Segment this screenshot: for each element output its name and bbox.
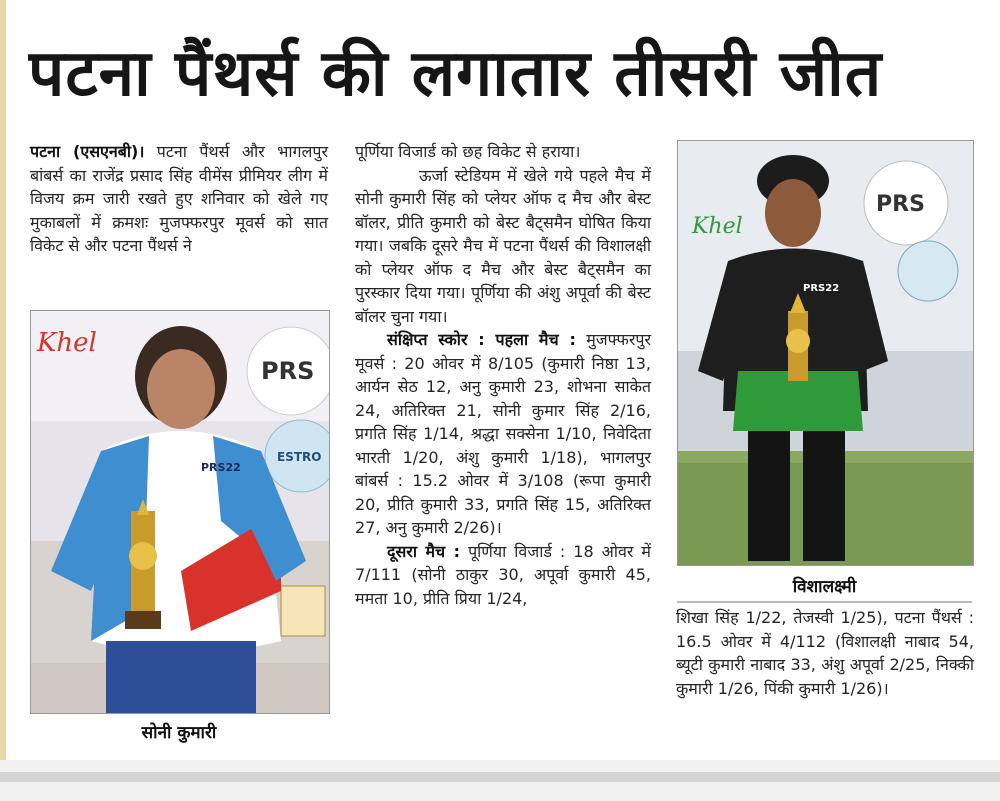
photo1-banner-khel: Khel — [37, 328, 97, 358]
bottom-stripe — [0, 772, 1000, 782]
photo2-banner-prs: PRS — [876, 192, 925, 217]
column2-para2: ऊर्जा स्टेडियम में खेले गये पहले मैच में सोनी कुमारी सिंह को प्लेयर ऑफ द मैच और बेस्ट बॉलर, प्रीति कुमारी को बेस्ट बैट्समैन घोषित किया गया। जबकि दूसरे मैच में पटना पैंथर्स की विशालक्षी को प्लेयर ऑफ द मैच और बेस्ट बैट्समैन का पुरस्कार दिया गया। पूर्णिया की अंशु अपूर्वा की बेस्ट बॉलर चुना गया। — [355, 165, 651, 326]
photo1-jersey-text: PRS22 — [201, 461, 241, 474]
photo2-caption: विशालक्ष्मी — [792, 577, 857, 597]
photo-vishalakshmi — [677, 140, 974, 566]
photo1-image — [31, 311, 329, 713]
match2-heading: दूसरा मैच : — [387, 541, 461, 561]
article-column-3 — [676, 606, 974, 700]
column2-para1: पूर्णिया विजार्ड को छह विकेट से हराया। — [355, 142, 581, 161]
photo2-image — [678, 141, 973, 565]
photo1-banner-prs: PRS — [261, 357, 315, 385]
article-column-1 — [30, 140, 328, 258]
photo-soni-kumari — [30, 310, 330, 714]
score-text: मुजफ्फरपुर मूवर्स : 20 ओवर में 8/105 (कुमारी निष्ठा 13, आर्यन सेठ 12, अनु कुमारी 23, शोभना साकेत 24, अतिरिक्त 21, सोनी कुमार सिंह 2/16, प्रगति सिंह 1/14, श्रद्धा सक्सेना 1/10, निवेदिता भारती 1/20, अंशु कुमारी 1/18), भागलपुर बांबर्स : 15.2 ओवर में 3/108 (रूपा कुमारी 20, प्रीति कुमारी 33, प्रगति सिंह 15, अतिरिक्त 27, अनु कुमारी 2/26)। — [355, 330, 651, 537]
photo1-banner-estro: ESTRO — [277, 450, 322, 464]
photo2-jersey-text: PRS22 — [803, 283, 840, 294]
photo2-banner-khel: Khel — [692, 214, 743, 239]
caption-divider — [677, 601, 972, 603]
photo1-caption: सोनी कुमारी — [141, 723, 217, 743]
column1-text: पटना पैंथर्स और भागलपुर बांबर्स का राजेंद्र प्रसाद सिंह वीमेंस प्रीमियर लीग में विजय क्रम जारी रखते हुए शनिवार को खेले गए मुकाबलों में क्रमशः मुजफ्फरपुर मूवर्स को सात विकेट से और पटना पैंथर्स ने — [30, 142, 328, 255]
article-column-2 — [355, 140, 651, 610]
match2-text: पूर्णिया विजार्ड : 18 ओवर में 7/111 (सोनी ठाकुर 30, अपूर्वा कुमारी 45, ममता 10, प्रीति प्रिया 1/24, — [355, 541, 651, 608]
dateline: पटना (एसएनबी)। — [30, 142, 145, 161]
page-bottom-band — [0, 760, 1000, 801]
headline: पटना पैंथर्स की लगातार तीसरी जीत — [28, 37, 883, 111]
score-heading: संक्षिप्त स्कोर : पहला मैच : — [387, 330, 576, 349]
column3-text: शिखा सिंह 1/22, तेजस्वी 1/25), पटना पैंथर्स : 16.5 ओवर में 4/112 (विशालक्षी नाबाद 54, ब्यूटी कुमारी नाबाद 33, अंशु अपूर्वा 2/25, निक्की कुमारी 1/26, पिंकी कुमारी 1/26)। — [676, 608, 974, 698]
